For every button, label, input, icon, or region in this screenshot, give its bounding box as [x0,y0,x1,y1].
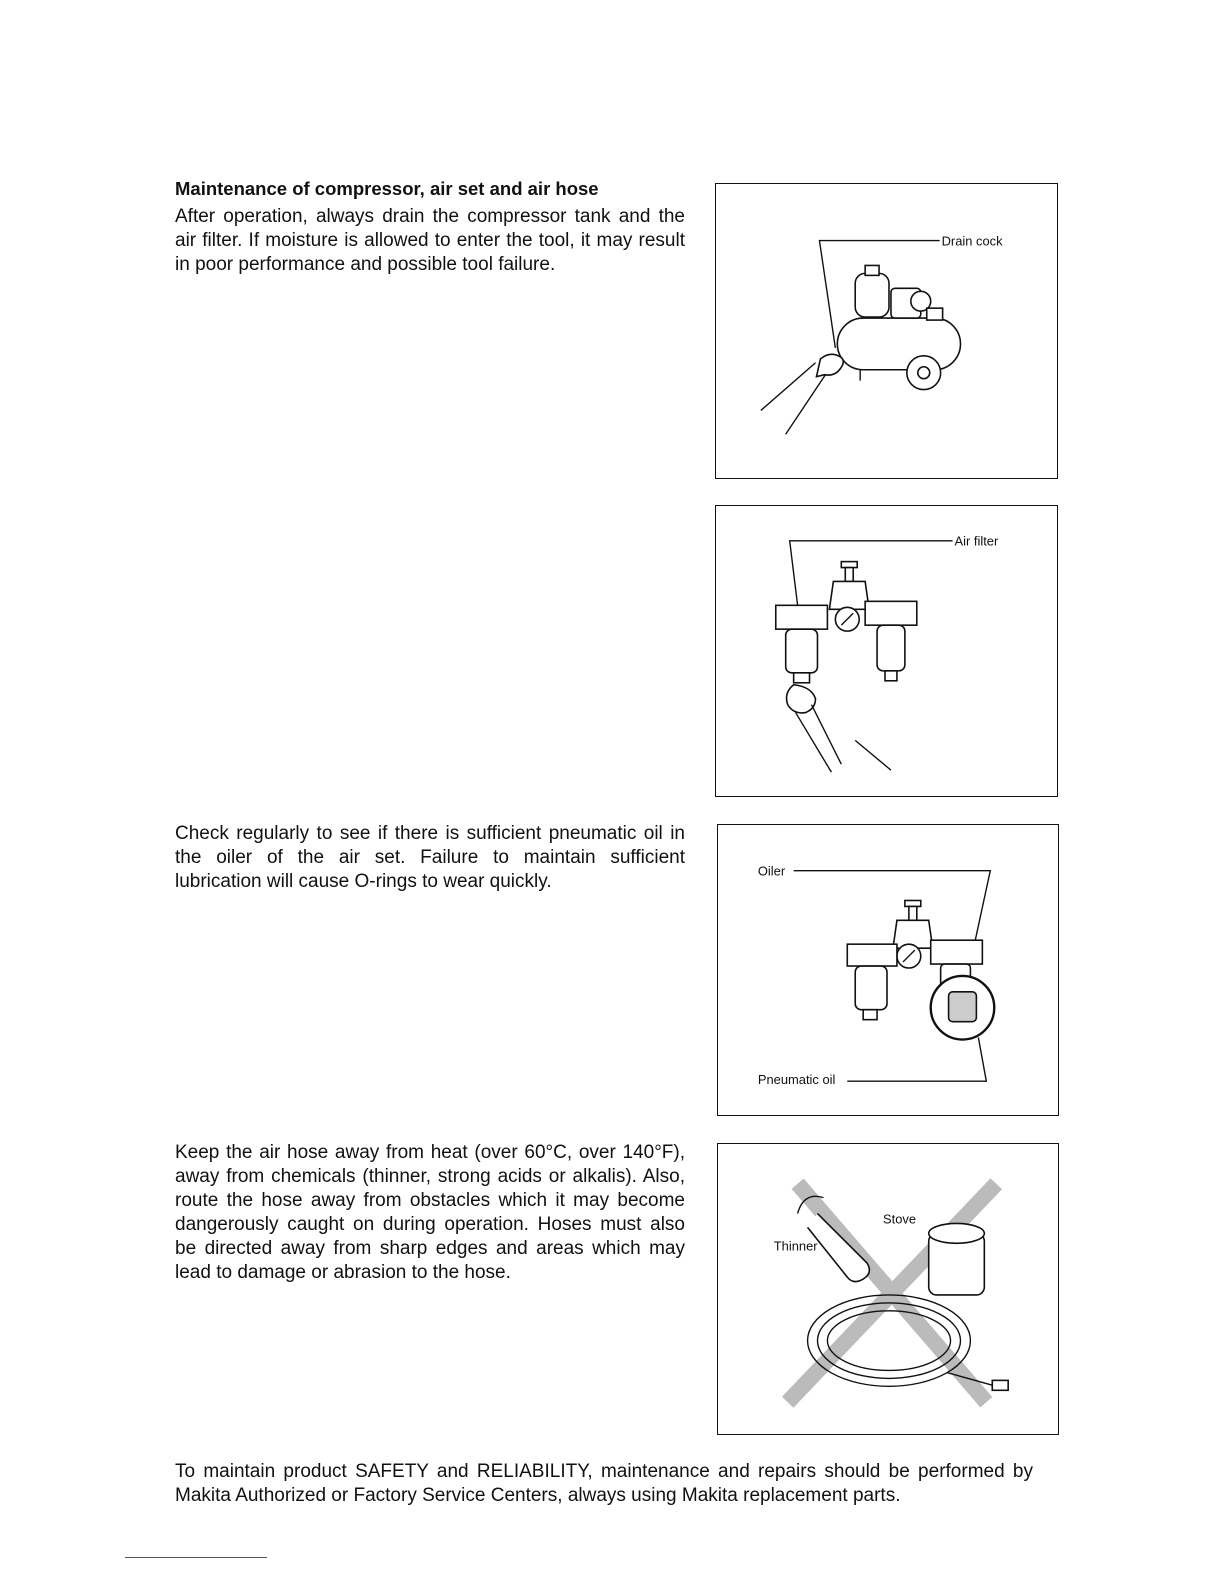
drain-paragraph: After operation, always drain the compressor tank and the air filter. If moisture is allowed to enter the tool, it may result in poor performance and possible tool failure. [175,206,685,275]
air-filter-illustration [716,506,1057,796]
oiler-label: Oiler [757,863,786,879]
air-hose-paragraph: Keep the air hose away from heat (over 60°C, over 140°F), away from chemicals (thinner, strong acids or alkalis). Also, route the hose away from obstacles which it may become dangerously caught on during operation. Hoses must also be directed away from sharp edges and areas which may lead to damage or abrasion to the hose. [175,1142,685,1283]
drain-cock-label: Drain cock [941,233,1003,249]
footnote-divider [125,1557,267,1558]
thinner-label: Thinner [773,1238,818,1254]
figure-air-filter [715,505,1058,797]
stove-label: Stove [883,1211,917,1227]
section-heading: Maintenance of compressor, air set and air hose [175,178,599,199]
figure-hose-hazards [717,1143,1059,1435]
figure-oiler [717,824,1059,1116]
oil-check-paragraph: Check regularly to see if there is sufficient pneumatic oil in the oiler of the air set. Failure to maintain sufficient lubrication will cause O-rings to wear quickly. [175,823,685,892]
footer-safety-note: To maintain product SAFETY and RELIABILITY, maintenance and repairs should be performed by Makita Authorized or Factory Service Centers, always using Makita replacement parts. [175,1461,1033,1506]
hose-hazards-illustration [718,1144,1058,1434]
compressor-illustration [716,184,1057,478]
oiler-illustration [718,825,1058,1115]
figure-drain-cock [715,183,1058,479]
pneumatic-oil-label: Pneumatic oil [757,1072,836,1088]
air-filter-label: Air filter [954,533,999,549]
